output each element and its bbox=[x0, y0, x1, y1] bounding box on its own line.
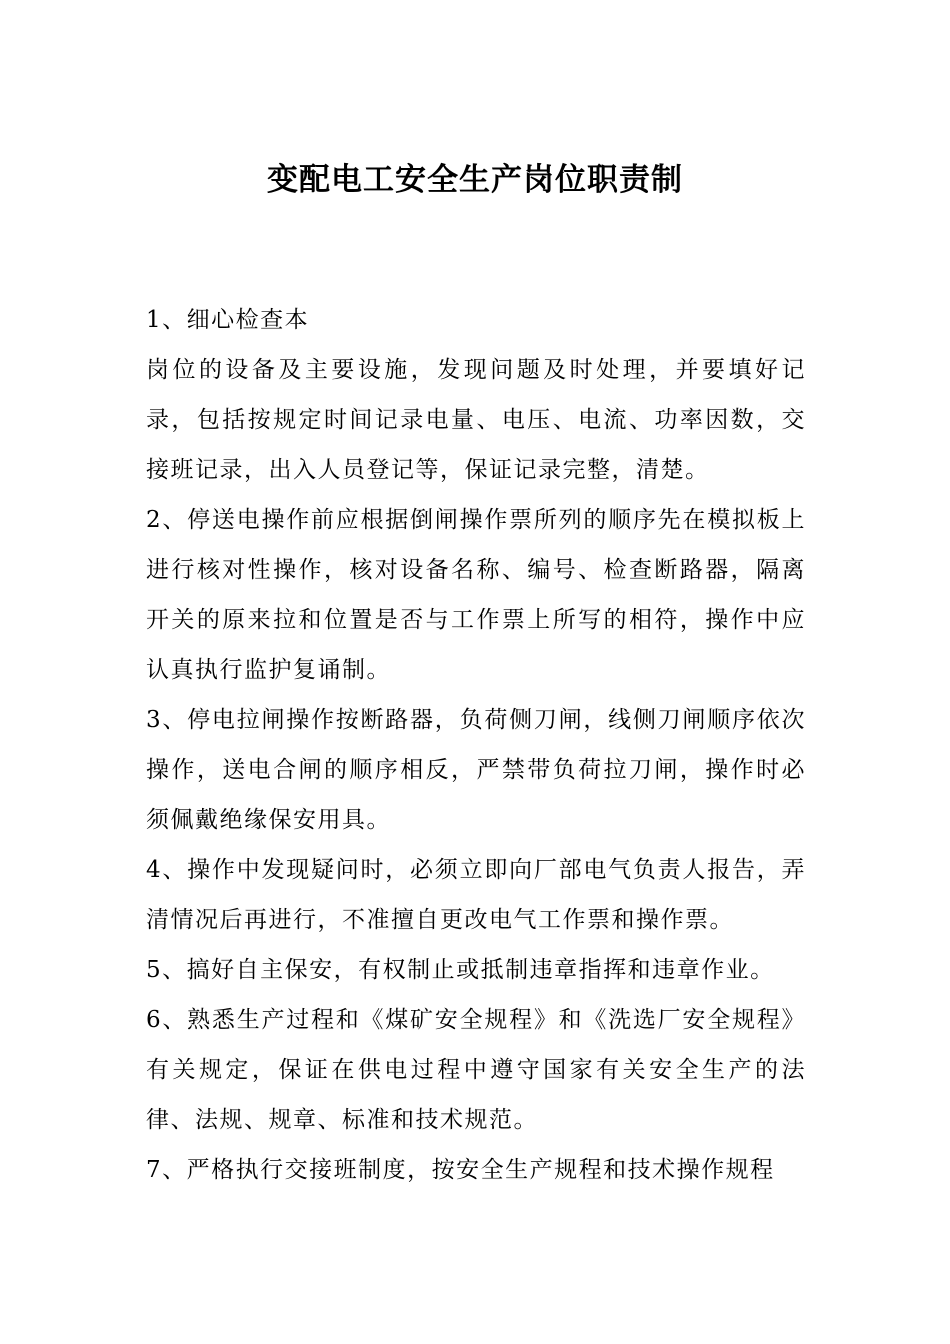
paragraph-1-first-line: 1、细心检查本 bbox=[146, 307, 310, 333]
paragraph-6: 6、熟悉生产过程和《煤矿安全规程》和《洗选厂安全规程》有关规定，保证在供电过程中遵守国家有关安全生产的法律、法规、规章、标准和技术规范。 bbox=[146, 1007, 806, 1133]
paragraph-5: 5、搞好自主保安，有权制止或抵制违章指挥和违章作业。 bbox=[146, 957, 775, 983]
paragraph-7: 7、严格执行交接班制度，按安全生产规程和技术操作规程 bbox=[146, 1157, 775, 1183]
paragraph-4: 4、操作中发现疑问时，必须立即向厂部电气负责人报告，弄清情况后再进行，不准擅自更改电气工作票和操作票。 bbox=[146, 857, 806, 933]
paragraph-1 bbox=[146, 295, 806, 495]
paragraph-3: 3、停电拉闸操作按断路器，负荷侧刀闸，线侧刀闸顺序依次操作，送电合闸的顺序相反，严禁带负荷拉刀闸，操作时必须佩戴绝缘保安用具。 bbox=[146, 707, 806, 833]
document-title: 变配电工安全生产岗位职责制 bbox=[267, 162, 683, 198]
document-body bbox=[146, 295, 806, 1195]
paragraph-2: 2、停送电操作前应根据倒闸操作票所列的顺序先在模拟板上进行核对性操作，核对设备名称、编号、检查断路器，隔离开关的原来拉和位置是否与工作票上所写的相符，操作中应认真执行监护复诵制。 bbox=[146, 507, 806, 683]
paragraph-1-text: 岗位的设备及主要设施，发现问题及时处理，并要填好记录，包括按规定时间记录电量、电压、电流、功率因数，交接班记录，出入人员登记等，保证记录完整，清楚。 bbox=[146, 357, 806, 483]
